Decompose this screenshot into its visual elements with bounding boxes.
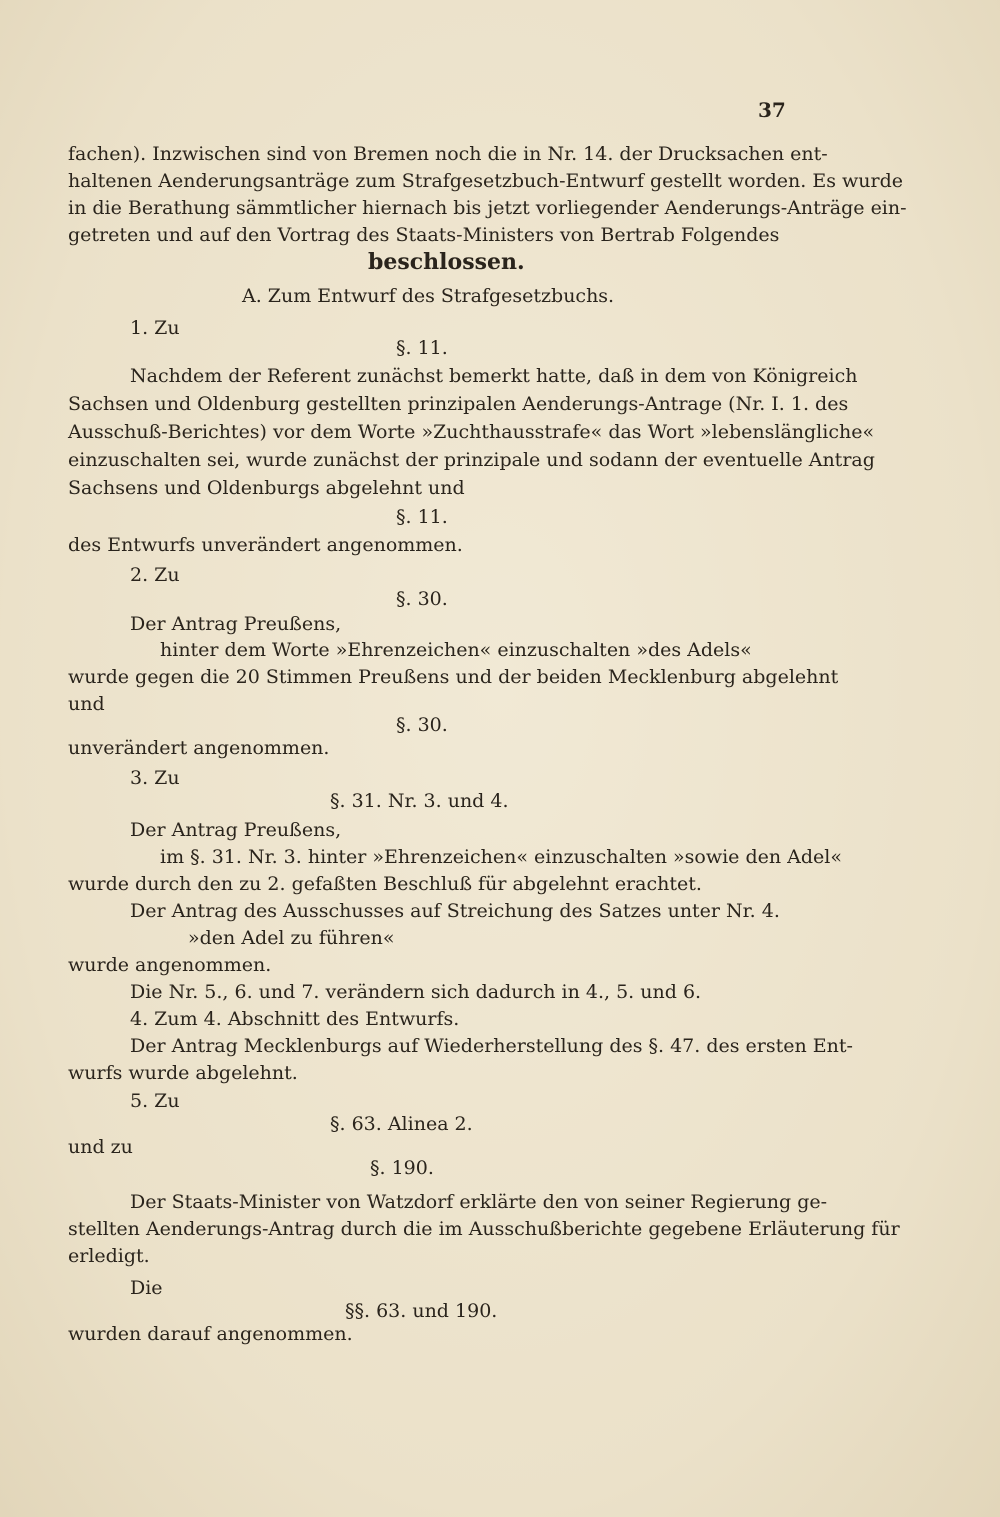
text-line: wurde gegen die 20 Stimmen Preußens und der beiden Mecklenburg abgelehnt (68, 666, 839, 688)
text-line: Der Antrag Preußens, (130, 613, 342, 635)
text-line: unverändert angenommen. (68, 737, 330, 759)
text-line: wurden darauf angenommen. (68, 1323, 353, 1345)
text-line: fachen). Inzwischen sind von Bremen noch die in Nr. 14. der Drucksachen ent- (68, 143, 828, 165)
paragraph-ref: §. 63. Alinea 2. (330, 1113, 473, 1135)
text-line: Ausschuß-Berichtes) vor dem Worte »Zuchthausstrafe« das Wort »lebenslängliche« (68, 421, 875, 443)
text-line: Sachsen und Oldenburg gestellten prinzipalen Aenderungs-Antrage (Nr. I. 1. des (68, 393, 849, 415)
paragraph-ref: §. 30. (396, 588, 448, 610)
paragraph-ref: §§. 63. und 190. (345, 1300, 498, 1322)
text-line: im §. 31. Nr. 3. hinter »Ehrenzeichen« einzuschalten »sowie den Adel« (160, 846, 842, 868)
paragraph-ref: §. 31. Nr. 3. und 4. (330, 790, 509, 812)
section-heading: A. Zum Entwurf des Strafgesetzbuchs. (242, 285, 615, 307)
text-line: Der Staats-Minister von Watzdorf erklärte den von seiner Regierung ge- (130, 1191, 828, 1213)
paragraph-ref: §. 11. (396, 337, 448, 359)
text-line: Die Nr. 5., 6. und 7. verändern sich dadurch in 4., 5. und 6. (130, 981, 702, 1003)
paragraph-ref: §. 190. (370, 1157, 434, 1179)
text-line: 5. Zu (130, 1090, 180, 1112)
page-number: 37 (758, 98, 786, 122)
paragraph-ref: §. 11. (396, 506, 448, 528)
text-line: Sachsens und Oldenburgs abgelehnt und (68, 477, 465, 499)
text-line: wurde angenommen. (68, 954, 272, 976)
paragraph-ref: §. 30. (396, 714, 448, 736)
text-line: einzuschalten sei, wurde zunächst der prinzipale und sodann der eventuelle Antrag (68, 449, 875, 471)
text-line: erledigt. (68, 1245, 150, 1267)
text-line: Der Antrag des Ausschusses auf Streichung des Satzes unter Nr. 4. (130, 900, 780, 922)
text-line: getreten und auf den Vortrag des Staats-Ministers von Bertrab Folgendes (68, 224, 780, 246)
text-line: »den Adel zu führen« (188, 927, 395, 949)
text-line: Der Antrag Mecklenburgs auf Wiederherstellung des §. 47. des ersten Ent- (130, 1035, 853, 1057)
text-line: Der Antrag Preußens, (130, 819, 342, 841)
text-line: 2. Zu (130, 564, 180, 586)
text-line: des Entwurfs unverändert angenommen. (68, 534, 463, 556)
text-line: stellten Aenderungs-Antrag durch die im Ausschußberichte gegebene Erläuterung für (68, 1218, 900, 1240)
text-line: und (68, 693, 105, 715)
text-line: und zu (68, 1136, 133, 1158)
text-line: hinter dem Worte »Ehrenzeichen« einzuschalten »des Adels« (160, 639, 752, 661)
text-line: Nachdem der Referent zunächst bemerkt hatte, daß in dem von Königreich (130, 365, 858, 387)
text-line: 3. Zu (130, 767, 180, 789)
text-line: wurfs wurde abgelehnt. (68, 1062, 298, 1084)
text-line: wurde durch den zu 2. gefaßten Beschluß für abgelehnt erachtet. (68, 873, 702, 895)
text-line: haltenen Aenderungsanträge zum Strafgesetzbuch-Entwurf gestellt worden. Es wurde (68, 170, 903, 192)
text-line: in die Berathung sämmtlicher hiernach bis jetzt vorliegender Aenderungs-Anträge ein- (68, 197, 907, 219)
text-line: 4. Zum 4. Abschnitt des Entwurfs. (130, 1008, 460, 1030)
text-line: 1. Zu (130, 317, 180, 339)
decision-heading: beschlossen. (368, 249, 525, 275)
text-line: Die (130, 1277, 163, 1299)
